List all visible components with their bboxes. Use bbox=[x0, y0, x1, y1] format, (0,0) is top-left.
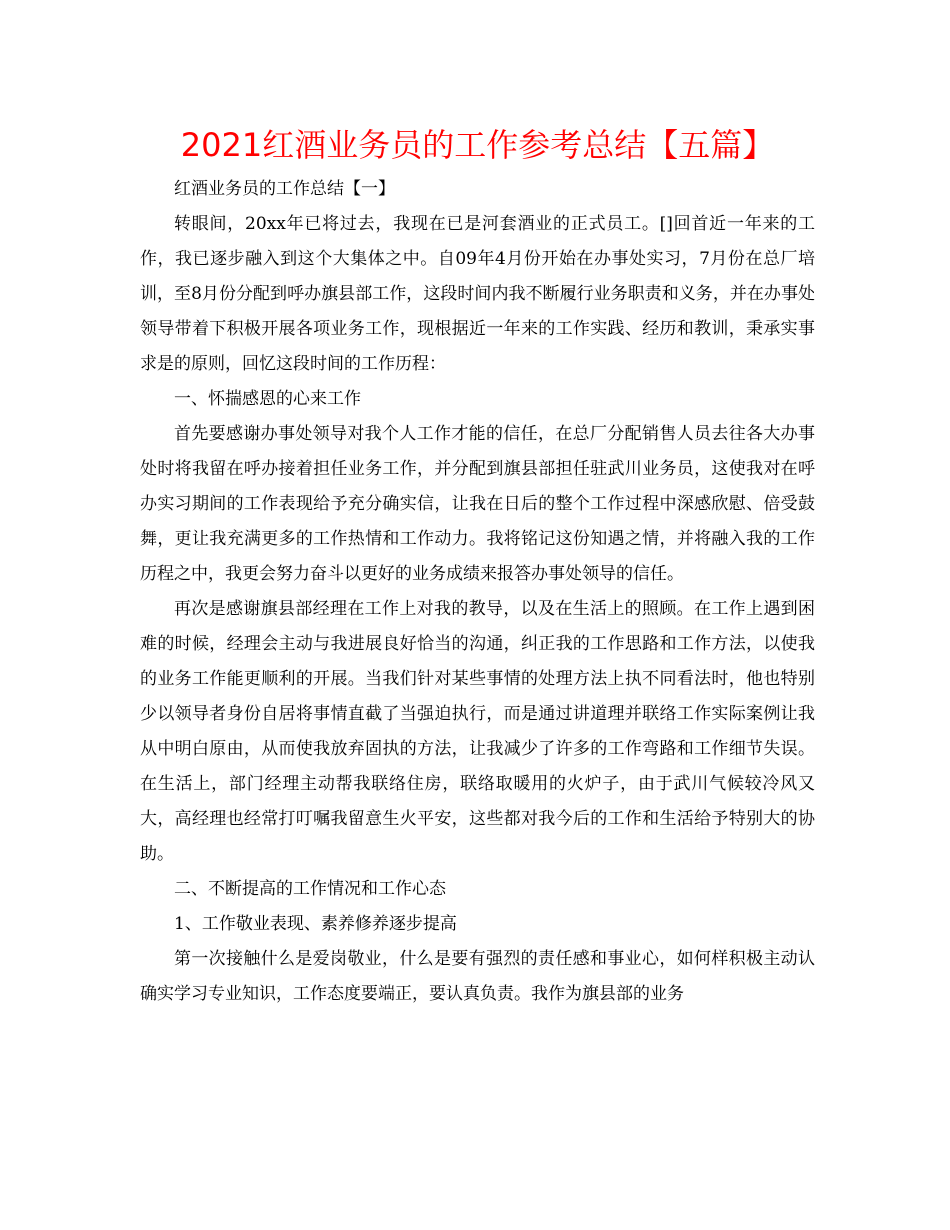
section-heading-work-attitude: 二、不断提高的工作情况和工作心态 bbox=[174, 879, 446, 899]
section-heading-part-one: 红酒业务员的工作总结【一】 bbox=[174, 179, 395, 199]
section-heading-gratitude: 一、怀揣感恩的心来工作 bbox=[174, 389, 361, 409]
paragraph-thanks-manager: 再次是感谢旗县部经理在工作上对我的教导，以及在生活上的照顾。在工作上遇到困难的时候，经理会主动与我进展良好恰当的沟通，纠正我的工作思路和工作方法，以使我的业务工作能更顺利的开展。当我们针对某些事情的处理方法上执不同看法时，他也特别少以领导者身份自居将事情直截了当强迫执行，而是通过讲道理并联络工作实际案例让我从中明白原由，从而使我放弃固执的方法，让我减少了许多的工作弯路和工作细节失误。在生活上，部门经理主动帮我联络住房，联络取暖用的火炉子，由于武川气候较冷风又大，高经理也经常打叮嘱我留意生火平安，这些都对我今后的工作和生活给予特别大的协助。 bbox=[140, 599, 815, 864]
paragraph-dedication: 第一次接触什么是爱岗敬业，什么是要有强烈的责任感和事业心，如何样积极主动认确实学习专业知识，工作态度要端正，要认真负责。我作为旗县部的业务 bbox=[140, 949, 815, 1004]
document-title: 2021红酒业务员的工作参考总结【五篇】 bbox=[180, 126, 775, 164]
document-body bbox=[140, 124, 815, 1012]
paragraph-thanks-office: 首先要感谢办事处领导对我个人工作才能的信任，在总厂分配销售人员去往各大办事处时将我留在呼办接着担任业务工作，并分配到旗县部担任驻武川业务员，这使我对在呼办实习期间的工作表现给予充分确实信，让我在日后的整个工作过程中深感欣慰、倍受鼓舞，更让我充满更多的工作热情和工作动力。我将铭记这份知遇之情，并将融入我的工作历程之中，我更会努力奋斗以更好的业务成绩来报答办事处领导的信任。 bbox=[140, 424, 815, 584]
paragraph-intro: 转眼间，20xx年已将过去，我现在已是河套酒业的正式员工。[]回首近一年来的工作，我已逐步融入到这个大集体之中。自09年4月份开始在办事处实习，7月份在总厂培训，至8月份分配到呼办旗县部工作，这段时间内我不断履行业务职责和义务，并在办事处领导带着下积极开展各项业务工作，现根据近一年来的工作实践、经历和教训，秉承实事求是的原则，回忆这段时间的工作历程： bbox=[140, 214, 815, 374]
subsection-heading-dedication: 1、工作敬业表现、素养修养逐步提高 bbox=[174, 914, 457, 934]
